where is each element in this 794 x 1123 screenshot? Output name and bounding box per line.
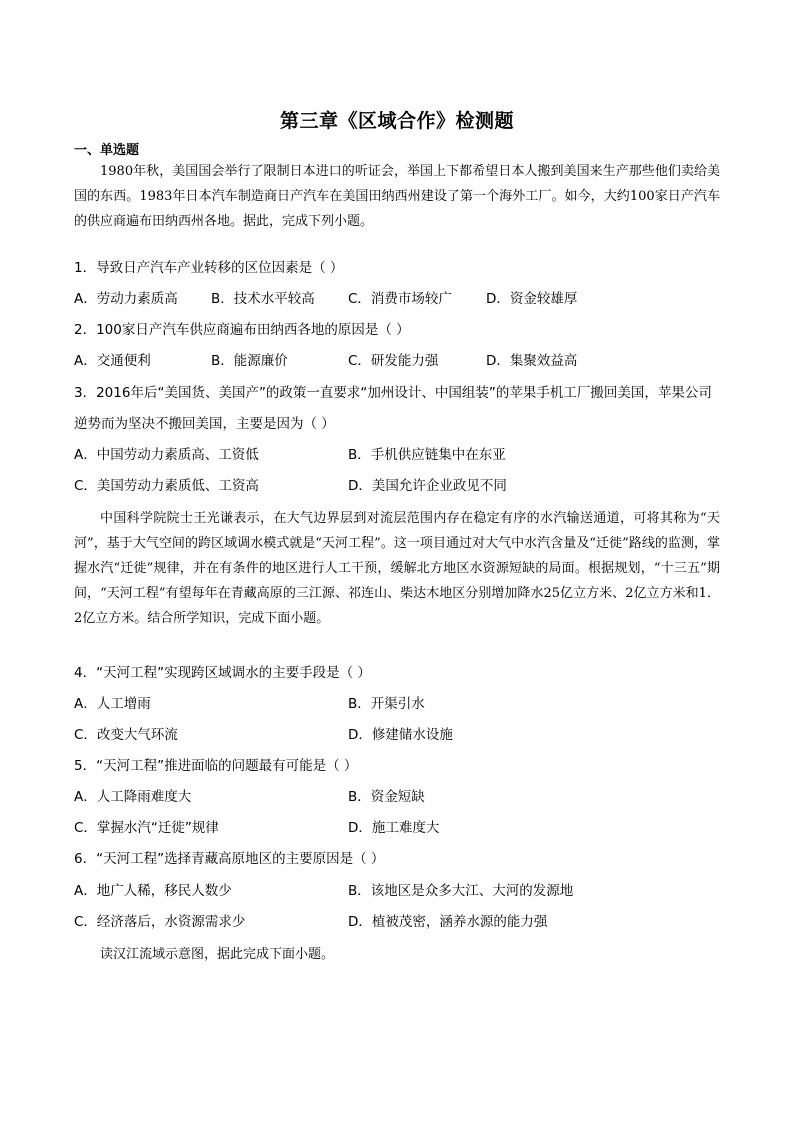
option-b: B．能源廉价 (211, 353, 288, 369)
option-c: C．掌握水汽“迁徙”规律 (74, 820, 219, 836)
option-c: C．消费市场较广 (348, 291, 452, 307)
option-b: B．技术水平较高 (211, 291, 315, 307)
question-stem: 2．100家日产汽车供应商遍布田纳西各地的原因是（ ） (74, 322, 410, 338)
option-d: D．修建储水设施 (348, 727, 453, 743)
option-d: D．美国允许企业政见不同 (348, 478, 507, 494)
option-a: A．劳动力素质高 (74, 291, 178, 307)
option-a: A．交通便利 (74, 353, 151, 369)
question-stem: 3．2016年后“美国货、美国产”的政策一直要求“加州设计、中国组装”的苹果手机工厂搬回美国，苹果公司逆势而为坚决不搬回美国，主要是因为（ ） (74, 385, 712, 432)
question-stem: 4．“天河工程”实现跨区域调水的主要手段是（ ） (74, 665, 371, 681)
option-c: C．改变大气环流 (74, 727, 178, 743)
option-c: C．经济落后，水资源需求少 (74, 914, 246, 930)
options-row (74, 346, 724, 377)
page-title: 第三章《区域合作》检测题 (279, 110, 514, 132)
reading-passage (74, 942, 720, 967)
option-b: B．手机供应链集中在东亚 (348, 447, 506, 463)
options-row (74, 284, 724, 315)
option-d: D．植被茂密，涵养水源的能力强 (348, 914, 548, 930)
option-b: B．开渠引水 (348, 696, 425, 712)
options-row (74, 440, 724, 471)
section-heading: 一、单选题 (74, 143, 140, 158)
reading-passage (74, 506, 720, 631)
option-a: A．地广人稀，移民人数少 (74, 883, 232, 899)
options-row (74, 471, 724, 502)
option-d: D．施工难度大 (348, 820, 440, 836)
option-a: A．人工降雨难度大 (74, 789, 192, 805)
passage-text: 1980年秋，美国国会举行了限制日本进口的听证会，举国上下都希望日本人搬到美国来生产那些他们卖给美国的东西。1983年日本汽车制造商日产汽车在美国田纳西州建设了第一个海外工厂。如今，大约100家日产汽车的供应商遍布田纳西州各地。据此，完成下列小题。 (74, 164, 720, 229)
option-c: C．美国劳动力素质低、工资高 (74, 478, 259, 494)
option-a: A．人工增雨 (74, 696, 151, 712)
options-row (74, 907, 724, 938)
option-b: B．该地区是众多大江、大河的发源地 (348, 883, 574, 899)
option-b: B．资金短缺 (348, 789, 425, 805)
option-a: A．中国劳动力素质高、工资低 (74, 447, 259, 463)
options-row (74, 813, 724, 844)
reading-passage (74, 159, 720, 234)
options-row (74, 876, 724, 907)
question-stem: 1．导致日产汽车产业转移的区位因素是（ ） (74, 260, 344, 276)
option-d: D．资金较雄厚 (486, 291, 578, 307)
question-stem: 5．“天河工程”推进面临的问题最有可能是（ ） (74, 758, 358, 774)
question-stem: 6．“天河工程”选择青藏高原地区的主要原因是（ ） (74, 851, 385, 867)
option-c: C．研发能力强 (348, 353, 439, 369)
options-row (74, 689, 724, 720)
option-d: D．集聚效益高 (486, 353, 578, 369)
options-row (74, 720, 724, 751)
passage-text: 读汉江流域示意图，据此完成下面小题。 (100, 947, 335, 962)
passage-text: 中国科学院院士王光谦表示，在大气边界层到对流层范围内存在稳定有序的水汽输送通道，可将其称为“天河”，基于大气空间的跨区域调水模式就是“天河工程”。这一项目通过对大气中水汽含量及“迁徙”路线的监测，掌握水汽“迁徙”规律，并在有条件的地区进行人工干预，缓解北方地区水资源短缺的局面。根据规划，“十三五”期间，“天河工程”有望每年在青藏高原的三江源、祁连山、柴达木地区分别增加降水25亿立方米、2亿立方米和1．2亿立方米。结合所学知识，完成下面小题。 (74, 511, 720, 626)
options-row (74, 782, 724, 813)
